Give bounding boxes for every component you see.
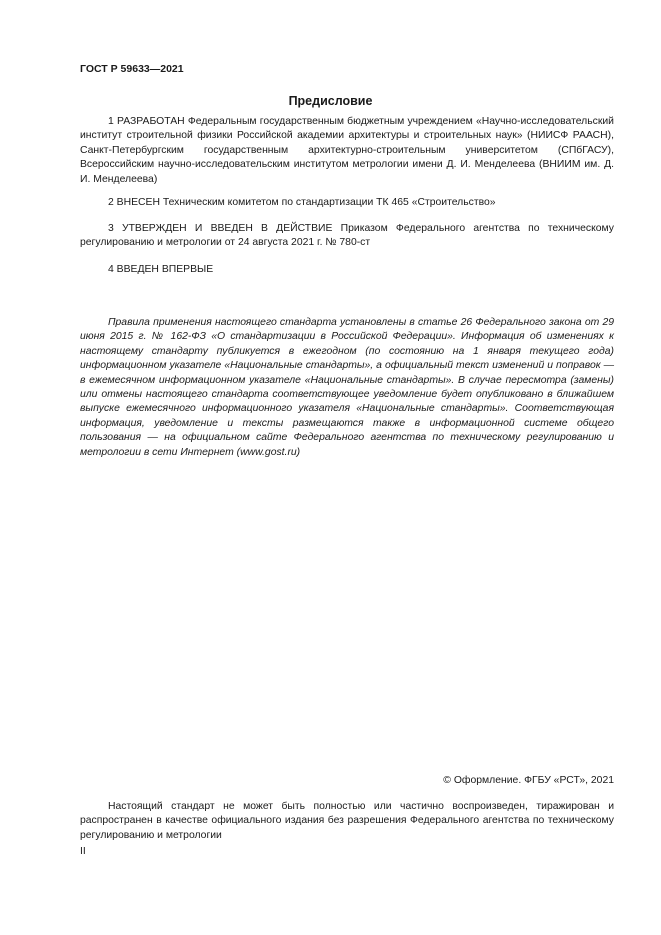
foreword-item-approved: 3 УТВЕРЖДЕН И ВВЕДЕН В ДЕЙСТВИЕ Приказом Федерального агентства по техническому регулированию и метрологии от 24 августа 2021 г. № 780-ст bbox=[80, 223, 614, 249]
foreword-item-submitted: 2 ВНЕСЕН Техническим комитетом по стандартизации ТК 465 «Строительство» bbox=[108, 197, 496, 208]
rules-note: Правила применения настоящего стандарта установлены в статье 26 Федерального закона от 29 июня 2015 г. № 162-ФЗ «О стандартизации в Российской Федерации». Информация об изменениях к настоящему стандарту публикуется в ежегодном (по состоянию на 1 января текущего года) информационном указателе «Национальные стандарты», а официальный текст изменений и поправок — в ежемесячном информационном указателе «Национальные стандарты». В случае пересмотра (замены) или отмены настоящего стандарта соответствующее уведомление будет опубликовано в ближайшем выпуске ежемесячного информационного указателя «Национальные стандарты». Соответствующая информация, уведомление и тексты размещаются также в информационной системе общего пользования — на официальном сайте Федерального агентства по техническому регулированию и метрологии в сети Интернет (www.gost.ru) bbox=[80, 317, 614, 458]
copyright-line: © Оформление. ФГБУ «РСТ», 2021 bbox=[443, 775, 614, 786]
foreword-item-introduced: 4 ВВЕДЕН ВПЕРВЫЕ bbox=[108, 264, 214, 275]
page-title: Предисловие bbox=[288, 94, 373, 108]
reproduction-notice: Настоящий стандарт не может быть полностью или частично воспроизведен, тиражирован и распространен в качестве официального издания без разрешения Федерального агентства по техническому регулированию и метрологии bbox=[80, 801, 614, 841]
page-number: II bbox=[80, 846, 86, 857]
standard-code-header: ГОСТ Р 59633—2021 bbox=[80, 63, 184, 75]
foreword-item-developed: 1 РАЗРАБОТАН Федеральным государственным бюджетным учреждением «Научно-исследовательский институт строительной физики Российской академии архитектуры и строительных наук» (НИИСФ РААСН), Санкт-Петербургским государственным архитектурно-строительным университетом (СПбГАСУ), Всероссийским научно-исследовательским институтом метрологии имени Д. И. Менделеева (ВНИИМ им. Д. И. Менделеева) bbox=[80, 116, 614, 185]
